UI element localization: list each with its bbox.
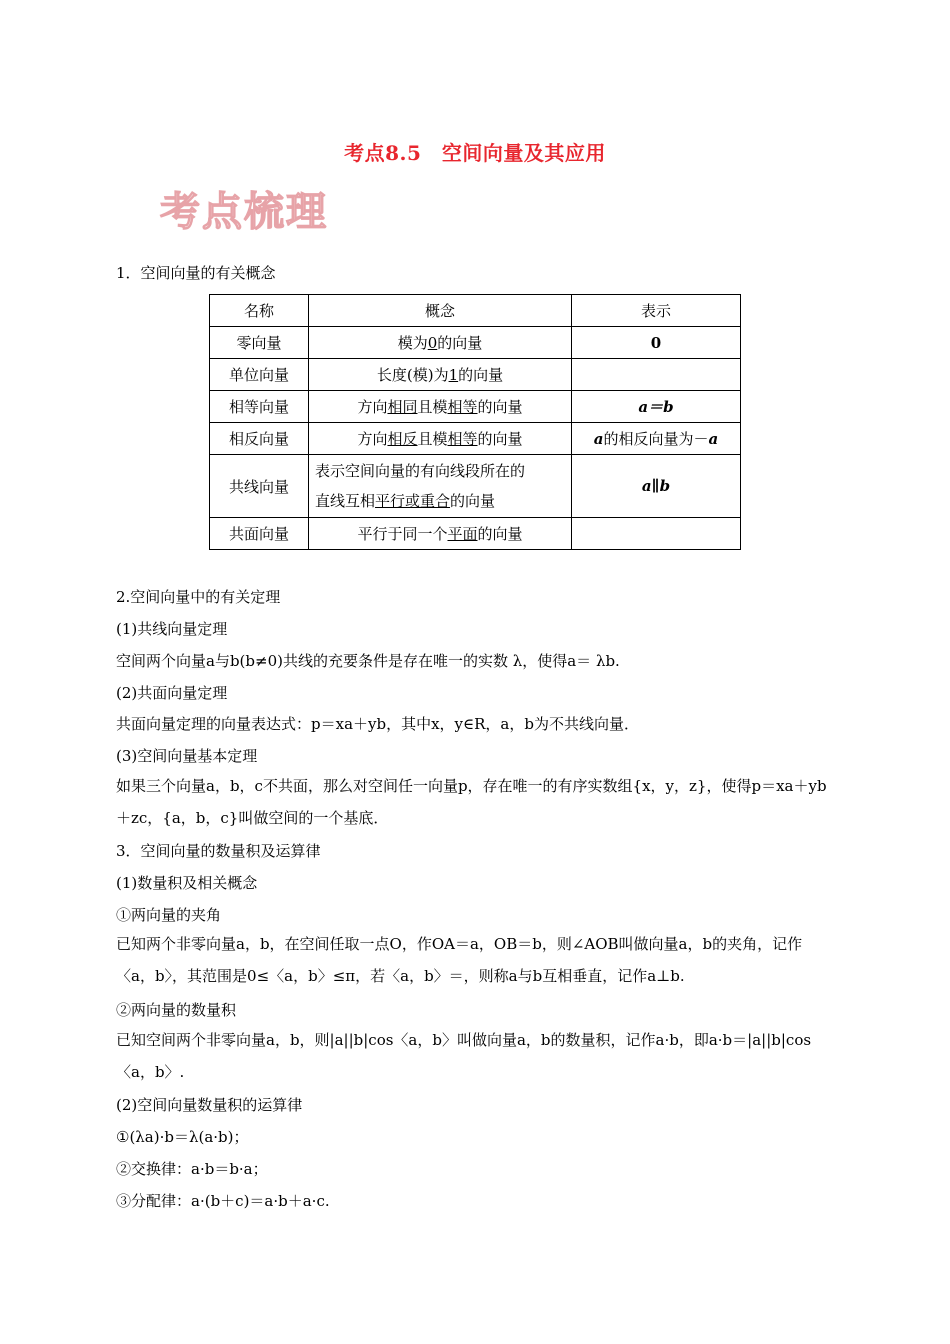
row-representation xyxy=(572,359,741,391)
subsection-2-2: (2)共面向量定理 xyxy=(116,684,228,702)
row-concept: 长度(模)为1的向量 xyxy=(309,359,572,391)
table-row xyxy=(210,327,741,359)
paragraph-3-1-b: 已知空间两个非零向量a，b，则|a||b|cos〈a，b〉叫做向量a，b的数量积，记作a·b，即a·b＝|a||b|cos〈a，b〉. xyxy=(116,1031,812,1081)
table-row xyxy=(210,359,741,391)
page-title: 考点8.5 空间向量及其应用 xyxy=(344,141,606,165)
section-1-heading: 1．空间向量的有关概念 xyxy=(116,264,276,282)
subsection-3-2: (2)空间向量数量积的运算律 xyxy=(116,1096,303,1114)
concept-table xyxy=(209,294,741,550)
subsection-3-1-a: ①两向量的夹角 xyxy=(116,906,222,924)
table-header-row xyxy=(210,295,741,327)
paragraph-2-3: 如果三个向量a，b，c不共面，那么对空间任一向量p，存在唯一的有序实数组{x，y，z}，使得p＝xa＋yb＋zc，{a，b，c}叫做空间的一个基底． xyxy=(116,777,827,827)
section-watermark: 考点梳理 xyxy=(160,189,328,235)
row-name: 共线向量 xyxy=(210,455,309,518)
row-representation: a∥b xyxy=(572,455,741,518)
subsection-2-3: (3)空间向量基本定理 xyxy=(116,747,258,765)
row-representation: a＝b xyxy=(572,391,741,423)
row-concept: 方向相反且模相等的向量 xyxy=(309,423,572,455)
row-name: 相反向量 xyxy=(210,423,309,455)
rule-1: ①(λa)·b＝λ(a·b)； xyxy=(116,1128,249,1146)
paragraph-2-2: 共面向量定理的向量表达式：p＝xa＋yb，其中x，y∈R，a，b为不共线向量． xyxy=(116,715,639,733)
subsection-2-1: (1)共线向量定理 xyxy=(116,620,228,638)
row-concept: 平行于同一个平面的向量 xyxy=(309,518,572,550)
paragraph-2-1: 空间两个向量a与b(b≠0)共线的充要条件是存在唯一的实数 λ，使得a＝ λb. xyxy=(116,652,620,670)
row-concept: 表示空间向量的有向线段所在的 直线互相平行或重合的向量 xyxy=(309,455,572,518)
row-representation: 0 xyxy=(572,327,741,359)
row-name: 相等向量 xyxy=(210,391,309,423)
row-representation: a的相反向量为－a xyxy=(572,423,741,455)
table-row xyxy=(210,391,741,423)
section-2-heading: 2.空间向量中的有关定理 xyxy=(116,588,281,606)
table-row xyxy=(210,423,741,455)
table-row xyxy=(210,455,741,518)
row-name: 共面向量 xyxy=(210,518,309,550)
rule-3: ③分配律：a·(b＋c)＝a·b＋a·c. xyxy=(116,1192,330,1210)
header-concept: 概念 xyxy=(309,295,572,327)
row-name: 零向量 xyxy=(210,327,309,359)
section-3-heading: 3．空间向量的数量积及运算律 xyxy=(116,842,321,860)
row-concept: 方向相同且模相等的向量 xyxy=(309,391,572,423)
header-name: 名称 xyxy=(210,295,309,327)
subsection-3-1-b: ②两向量的数量积 xyxy=(116,1001,237,1019)
rule-2: ②交换律：a·b＝b·a； xyxy=(116,1160,268,1178)
table-row xyxy=(210,518,741,550)
paragraph-3-1-a: 已知两个非零向量a，b，在空间任取一点O，作OA＝a，OB＝b，则∠AOB叫做向量a，b的夹角，记作〈a，b〉，其范围是0≤〈a，b〉≤π，若〈a，b〉＝，则称a与b互相垂直，记作a⊥b. xyxy=(116,935,803,985)
header-representation: 表示 xyxy=(572,295,741,327)
row-representation xyxy=(572,518,741,550)
row-concept: 模为0的向量 xyxy=(309,327,572,359)
subsection-3-1: (1)数量积及相关概念 xyxy=(116,874,258,892)
row-name: 单位向量 xyxy=(210,359,309,391)
